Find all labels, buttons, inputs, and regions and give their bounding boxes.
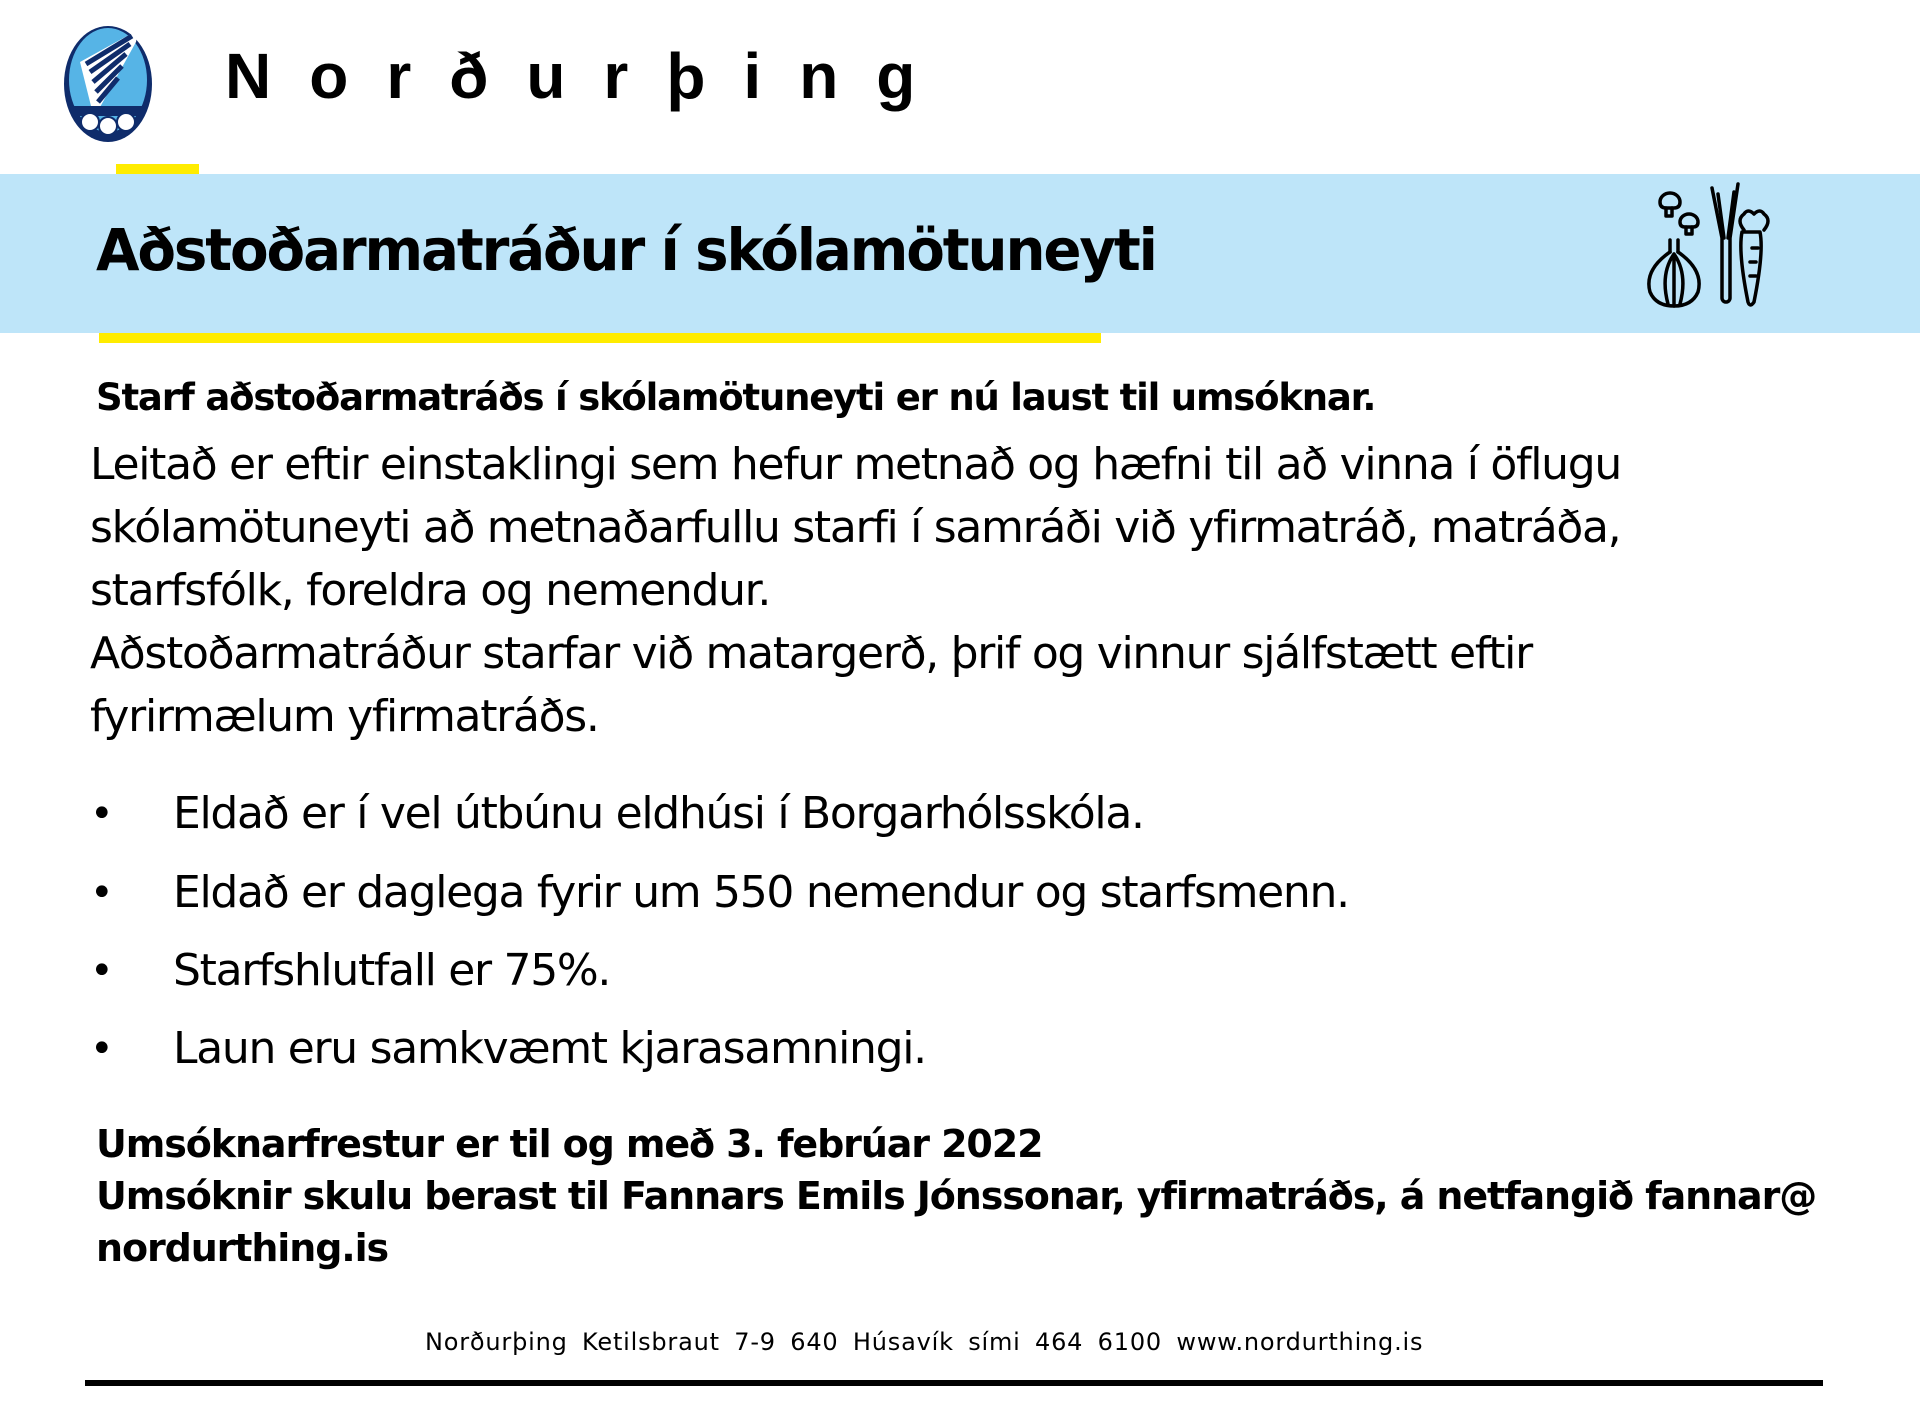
deadline-text: Umsóknarfrestur er til og með 3. febrúar 2022	[96, 1122, 1043, 1166]
bullet-icon: •	[90, 1026, 113, 1072]
subheading: Starf aðstoðarmatráðs í skólamötuneyti er nú laust til umsóknar.	[96, 376, 1376, 419]
application-contact-text: Umsóknir skulu berast til Fannars Emils Jónssonar, yfirmatráðs, á netfangið fannar@	[96, 1174, 1817, 1218]
accent-bar-top	[116, 164, 199, 174]
list-item-text: Laun eru samkvæmt kjarasamningi.	[173, 1023, 926, 1074]
bullet-icon: •	[90, 791, 113, 837]
footer-divider	[85, 1380, 1823, 1386]
vegetables-icon	[1632, 180, 1772, 310]
nordurthing-logo-icon	[60, 22, 156, 146]
list-item-text: Eldað er í vel útbúnu eldhúsi í Borgarhólsskóla.	[173, 788, 1144, 839]
body-line: Aðstoðarmatráður starfar við matargerð, þrif og vinnur sjálfstætt eftir	[90, 628, 1532, 679]
body-line: Leitað er eftir einstaklingi sem hefur metnað og hæfni til að vinna í öflugu	[90, 439, 1621, 490]
contact-email-domain: nordurthing.is	[96, 1226, 389, 1270]
body-line: fyrirmælum yfirmatráðs.	[90, 691, 599, 742]
body-line: skólamötuneyti að metnaðarfullu starfi í samráði við yfirmatráð, matráða,	[90, 502, 1621, 553]
list-item-text: Starfshlutfall er 75%.	[173, 945, 611, 996]
page-title: Aðstoðarmatráður í skólamötuneyti	[96, 216, 1156, 284]
footer-contact-info: Norðurþing Ketilsbraut 7-9 640 Húsavík sími 464 6100 www.nordurthing.is	[425, 1328, 1424, 1356]
accent-bar-bottom	[99, 333, 1101, 343]
brand-name: Norðurþing	[225, 40, 954, 112]
bullet-icon: •	[90, 870, 113, 916]
bullet-icon: •	[90, 948, 113, 994]
body-line: starfsfólk, foreldra og nemendur.	[90, 565, 771, 616]
list-item-text: Eldað er daglega fyrir um 550 nemendur og starfsmenn.	[173, 867, 1349, 918]
